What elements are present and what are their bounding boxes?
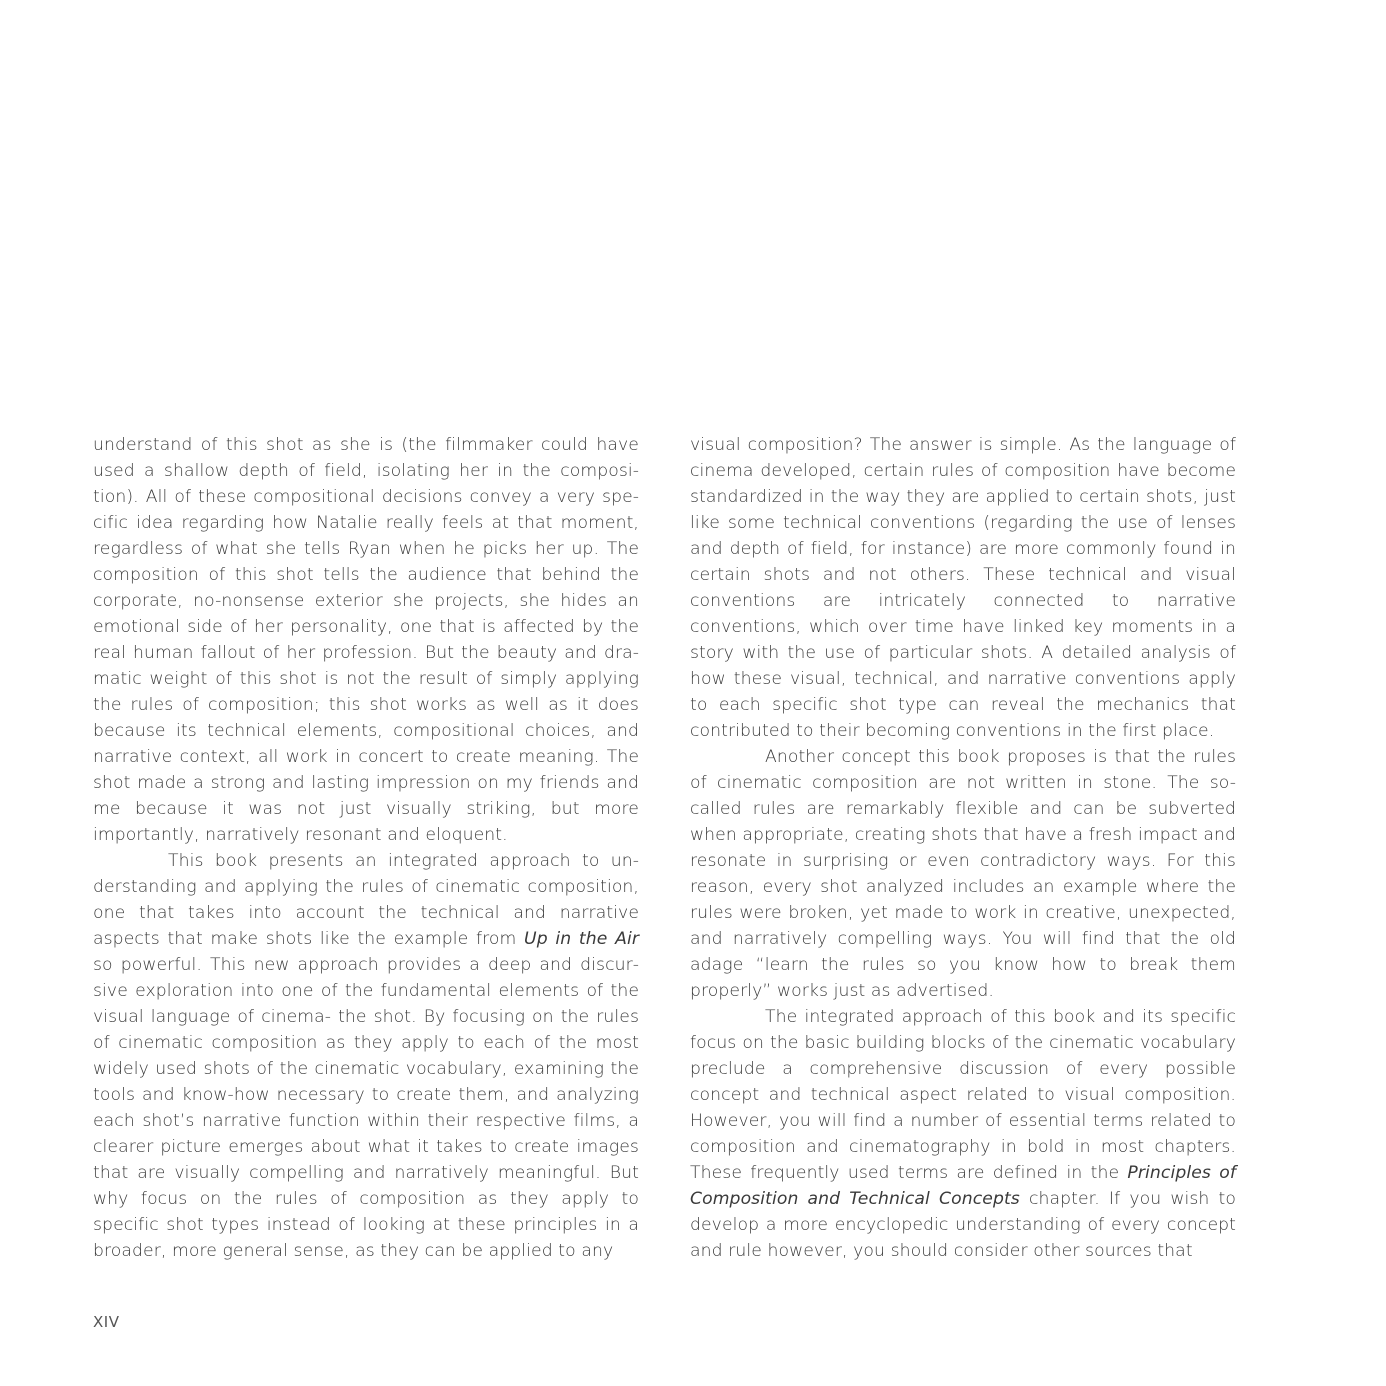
paragraph-integrated-approach	[93, 848, 639, 1264]
paragraph-text: Another concept this book proposes is that the rules of cinematic composition are not written in stone. The so-called rules are remarkably flexible and can be subverted when appropriate, creating shots that have a fresh impact and resonate in surprising or even contradictory ways. For this reason, every shot analyzed includes an example where the rules were broken, yet made to work in creative, unexpected, and narratively compelling ways. You will find that the old adage “learn the rules so you know how to break them properly” works just as advertised.	[690, 747, 1236, 1001]
paragraph-continued	[690, 432, 1236, 744]
paragraph-text: understand of this shot as she is (the filmmaker could have used a shallow depth of field, isolating her in the composition). All of these compositional decisions convey a very specific idea regarding how Natalie really feels at that moment, regardless of what she tells Ryan when he picks her up. The composition of this shot tells the audience that behind the corporate, no-nonsense exterior she projects, she hides an emotional side of her personality, one that is affected by the real human fallout of her profession. But the beauty and dramatic weight of this shot is not the result of simply applying the rules of composition; this shot works as well as it does because its technical elements, compositional choices, and narrative context, all work in concert to create meaning. The shot made a strong and lasting impression on my friends and me because it was not just visually striking, but more importantly, narratively resonant and eloquent.	[93, 435, 639, 845]
paragraph-text: This book presents an integrated approach to understanding and applying the rules of cinematic composition, one that takes into account the technical and narrative aspects that make shots like the example from	[93, 851, 639, 949]
left-text-column	[93, 432, 639, 1264]
paragraph-text: chapter. If you wish to develop a more encyclopedic understanding of every concept and rule however, you should consider other sources that	[690, 1189, 1236, 1261]
chapter-title-italic: Principles of Composition and Technical Concepts	[690, 1163, 1236, 1209]
paragraph-text: The integrated approach of this book and its specific focus on the basic building blocks of the cinematic vocabulary preclude a comprehensive discussion of every possible concept and technical aspect related to visual composition. However, you will find a number of essential terms related to composition and cinematography in bold in most chapters. These frequently used terms are defined in the	[690, 1007, 1236, 1183]
paragraph-text: so powerful. This new approach provides a deep and discursive exploration into one of the fundamental elements of the visual language of cinema- the shot. By focusing on the rules of cinematic composition as they apply to each of the most widely used shots of the cinematic vocabulary, examining the tools and know-how necessary to create them, and analyzing each shot’s narrative function within their respective films, a clearer picture emerges about what it takes to create images that are visually compelling and narratively meaningful. But why focus on the rules of composition as they apply to specific shot types instead of looking at these principles in a broader, more general sense, as they can be applied to any	[93, 955, 639, 1261]
paragraph-continued	[93, 432, 639, 848]
paragraph-text: visual composition? The answer is simple. As the language of cinema developed, certain rules of composition have become standardized in the way they are applied to certain shots, just like some technical conventions (regarding the use of lenses and depth of field, for instance) are more commonly found in certain shots and not others. These technical and visual conventions are intricately connected to narrative conventions, which over time have linked key moments in a story with the use of particular shots. A detailed analysis of how these visual, technical, and narrative conventions apply to each specific shot type can reveal the mechanics that contributed to their becoming conventions in the first place.	[690, 435, 1236, 741]
film-title-italic: Up in the Air	[524, 929, 639, 949]
page-number: XIV	[93, 1313, 120, 1331]
right-text-column	[690, 432, 1236, 1264]
paragraph-essential-terms	[690, 1004, 1236, 1264]
paragraph-rules-flexible	[690, 744, 1236, 1004]
